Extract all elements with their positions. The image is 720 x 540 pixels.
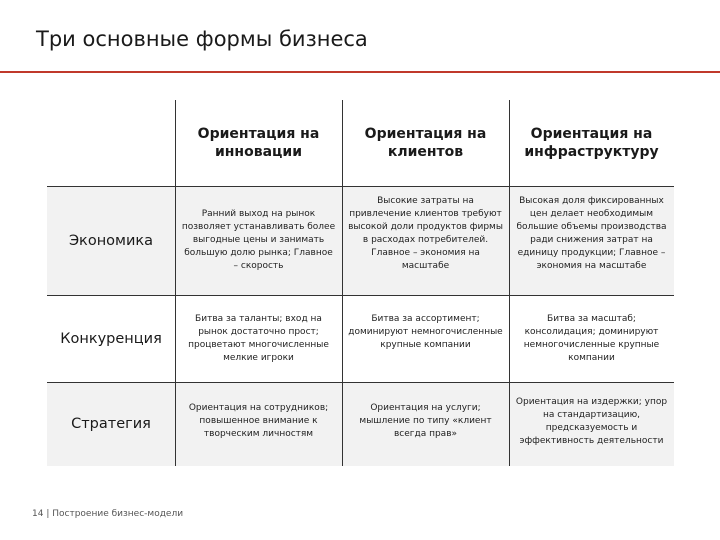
cell-text: Битва за ассортимент; доминируют немногочисленные крупные компании <box>348 314 503 350</box>
grid-line-vertical <box>175 100 176 466</box>
cell-text: Высокая доля фиксированных цен делает необходимым большие объемы производства ради снижения затрат на единицу продукции; Главное – экономия на масштабе <box>516 196 667 271</box>
page-number: 14 <box>32 509 44 519</box>
cell-economics-infrastructure <box>509 186 674 295</box>
cell-text: Ранний выход на рынок позволяет устанавливать более выгодные цены и занимать большую долю рынка; Главное – скорость <box>181 209 336 271</box>
header-cell-infrastructure <box>509 100 674 186</box>
table-header-row <box>47 100 674 186</box>
grid-line-vertical <box>509 100 510 466</box>
cell-competition-innovation <box>175 295 342 382</box>
footer-section-title: Построение бизнес-модели <box>52 509 184 519</box>
grid-line-vertical <box>342 100 343 466</box>
header-clients-label: Ориентация на клиентов <box>364 126 487 160</box>
cell-economics-clients <box>342 186 509 295</box>
title-divider <box>0 71 720 73</box>
cell-text: Ориентация на издержки; упор на стандартизацию, предсказуемость и эффективность деятельности <box>515 397 668 446</box>
row-label-economics-text: Экономика <box>68 232 154 249</box>
grid-line-horizontal <box>47 295 674 296</box>
row-label-competition <box>47 295 175 382</box>
grid-line-horizontal <box>47 186 674 187</box>
cell-strategy-innovation <box>175 382 342 466</box>
row-label-competition-text: Конкуренция <box>60 330 162 347</box>
footer-separator: | <box>46 509 50 519</box>
row-label-economics <box>47 186 175 295</box>
header-innovation-label: Ориентация на инновации <box>197 126 320 160</box>
header-cell-clients <box>342 100 509 186</box>
cell-text: Ориентация на сотрудников; повышенное внимание к творческим личностям <box>188 403 329 439</box>
slide-footer <box>32 509 183 519</box>
header-corner-cell <box>47 100 175 186</box>
cell-strategy-clients <box>342 382 509 466</box>
grid-line-horizontal <box>47 382 674 383</box>
header-cell-innovation <box>175 100 342 186</box>
table-row-strategy <box>47 382 674 466</box>
cell-text: Битва за таланты; вход на рынок достаточно прост; процветают многочисленные мелкие игроки <box>188 314 329 363</box>
comparison-table <box>47 100 674 466</box>
row-label-strategy-text: Стратегия <box>71 416 151 432</box>
header-infrastructure-label: Ориентация на инфраструктуру <box>524 126 659 160</box>
cell-text: Ориентация на услуги; мышление по типу «клиент всегда прав» <box>359 403 492 439</box>
table-row-economics <box>47 186 674 295</box>
row-label-strategy <box>47 382 175 466</box>
cell-text: Высокие затраты на привлечение клиентов требуют высокой доли продуктов фирмы в расходах потребителей. Главное – экономия на масштабе <box>348 196 503 271</box>
cell-competition-clients <box>342 295 509 382</box>
slide-title: Три основные формы бизнеса <box>36 27 368 51</box>
cell-competition-infrastructure <box>509 295 674 382</box>
cell-strategy-infrastructure <box>509 382 674 466</box>
table-row-competition <box>47 295 674 382</box>
cell-economics-innovation <box>175 186 342 295</box>
cell-text: Битва за масштаб; консолидация; доминируют немногочисленные крупные компании <box>523 314 660 363</box>
